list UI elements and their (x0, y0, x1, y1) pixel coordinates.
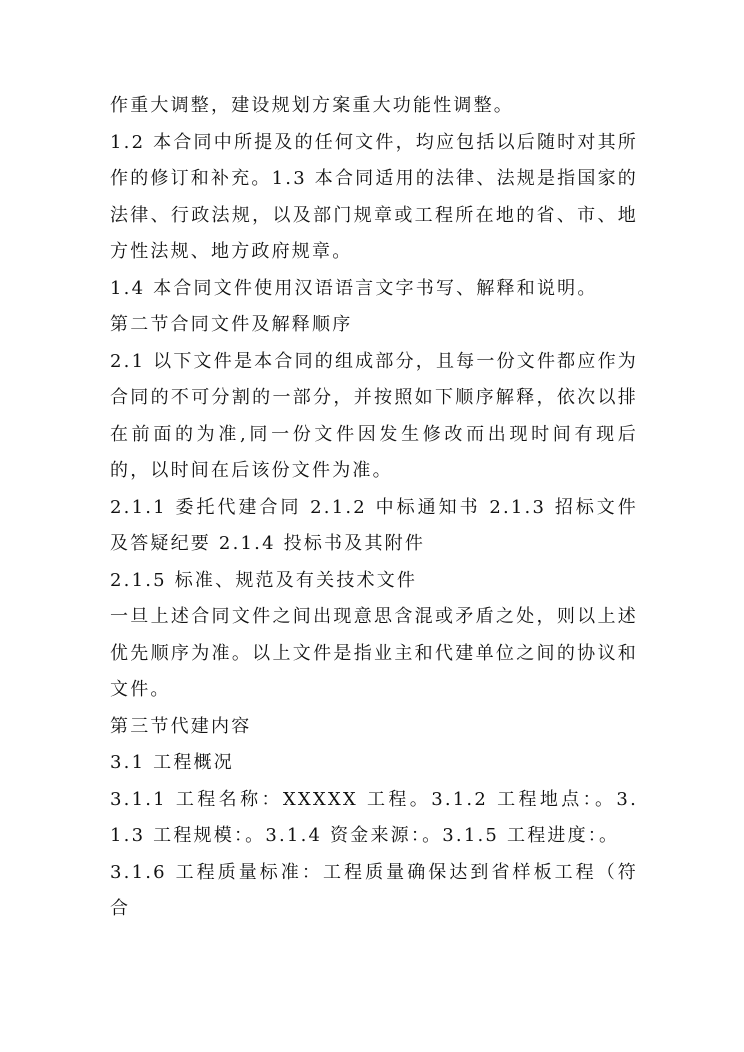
section-heading-3: 第三节代建内容 (110, 715, 252, 737)
paragraph-1-2-1-3: 1.2 本合同中所提及的任何文件，均应包括以后随时对其所作的修订和补充。1.3 本合同适用的法律、法规是指国家的法律、行政法规，以及部门规章或工程所在地的省、市、地方性法规、地方政府规章。 (110, 131, 638, 262)
section-heading-2: 第二节合同文件及解释顺序 (110, 314, 353, 335)
document-body (110, 88, 638, 928)
paragraph-2-1: 2.1 以下文件是本合同的组成部分，且每一份文件都应作为合同的不可分割的一部分，并按照如下顺序解释，依次以排在前面的为准,同一份文件因发生修改而出现时间有现后的，以时间在后该份文件为准。 (110, 350, 638, 481)
paragraph-3-1-1-to-3-1-5: 3.1.1 工程名称：XXXXX 工程。3.1.2 工程地点：。3.1.3 工程规模：。3.1.4 资金来源：。3.1.5 工程进度：。 (110, 788, 638, 846)
paragraph-1-4: 1.4 本合同文件使用汉语语言文字书写、解释和说明。 (110, 277, 598, 299)
paragraph-2-1-1-to-2-1-4: 2.1.1 委托代建合同 2.1.2 中标通知书 2.1.3 招标文件及答疑纪要 2.1.4 投标书及其附件 (110, 496, 638, 554)
paragraph-3-1-6: 3.1.6 工程质量标准：工程质量确保达到省样板工程（符合 (110, 861, 638, 919)
paragraph-2-1-5: 2.1.5 标准、规范及有关技术文件 (110, 569, 418, 591)
paragraph-priority-order: 一旦上述合同文件之间出现意思含混或矛盾之处，则以上述优先顺序为准。以上文件是指业主和代建单位之间的协议和文件。 (110, 606, 638, 700)
paragraph-major-adjustment: 作重大调整，建设规划方案重大功能性调整。 (110, 95, 514, 116)
paragraph-3-1: 3.1 工程概况 (110, 752, 234, 773)
